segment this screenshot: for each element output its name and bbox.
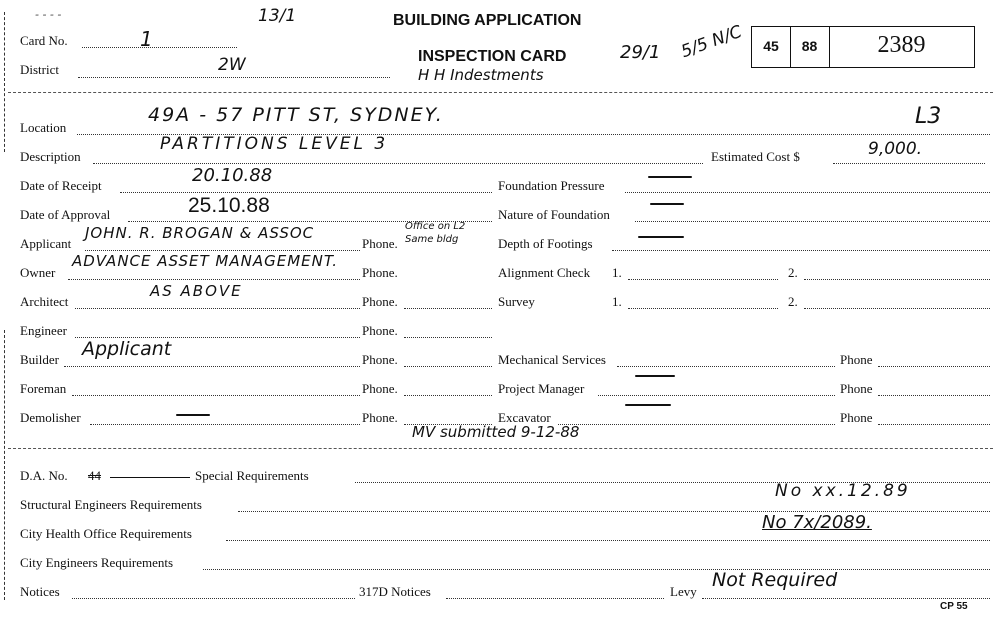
- alignment-two-line: [804, 279, 990, 280]
- foreman-line: [72, 395, 360, 396]
- description-line: [93, 163, 703, 164]
- stamp-note: 29/1: [620, 42, 661, 63]
- depth-footings-dash: [638, 236, 684, 238]
- owner-line: [68, 279, 360, 280]
- description-value: PARTITIONS LEVEL 3: [160, 134, 389, 154]
- location-value: 49A - 57 PITT ST, SYDNEY.: [148, 104, 444, 126]
- engineer-phone-line: [404, 337, 492, 338]
- date-receipt-value: 20.10.88: [192, 165, 273, 186]
- date-approval-value: 25.10.88: [188, 194, 270, 217]
- left-margin-line-lower: [4, 330, 5, 600]
- foreman-phone-line: [404, 395, 492, 396]
- estimated-cost-label: Estimated Cost $: [711, 149, 800, 164]
- da-strike: [110, 477, 190, 478]
- structural-label: Structural Engineers Requirements: [20, 497, 202, 512]
- district-label: District: [20, 62, 59, 77]
- foundation-pressure-line: [625, 192, 990, 193]
- levy-value: Not Required: [712, 569, 838, 591]
- project-manager-dash: [635, 375, 675, 377]
- da-value: 44: [88, 468, 101, 483]
- da-label: D.A. No.: [20, 468, 68, 483]
- mechanical-line: [617, 366, 835, 367]
- foreman-label: Foreman: [20, 381, 67, 396]
- architect-phone-line: [404, 308, 492, 309]
- foundation-pressure-dash: [648, 176, 692, 178]
- special-label: Special Requirements: [195, 468, 309, 483]
- demolisher-line: [90, 424, 360, 425]
- project-manager-label: Project Manager: [498, 381, 585, 396]
- box-number: 2389: [877, 32, 926, 58]
- survey-one-label: 1.: [612, 294, 622, 309]
- district-line: [78, 77, 390, 78]
- owner-note: H H Indestments: [418, 66, 544, 84]
- builder-phone-line: [404, 366, 492, 367]
- notices-317d-label: 317D Notices: [359, 584, 431, 599]
- excavator-phone-line: [878, 424, 990, 425]
- health-label: City Health Office Requirements: [20, 526, 192, 541]
- applicant-line: [85, 250, 360, 251]
- builder-phone-label: Phone.: [362, 352, 398, 367]
- levy-line: [702, 598, 990, 599]
- city-engineers-label: City Engineers Requirements: [20, 555, 174, 570]
- top-note: 13/1: [258, 6, 297, 26]
- project-manager-phone-line: [878, 395, 990, 396]
- architect-phone-label: Phone.: [362, 294, 398, 309]
- description-label: Description: [20, 149, 81, 164]
- date-receipt-line: [120, 192, 492, 193]
- scribble-mark: - - - -: [35, 8, 62, 21]
- city-engineers-line: [203, 569, 990, 570]
- box-code: 88: [801, 38, 818, 54]
- form-code: CP 55: [940, 601, 968, 612]
- nature-foundation-dash: [650, 203, 684, 205]
- builder-value: Applicant: [82, 338, 172, 360]
- builder-label: Builder: [20, 352, 59, 367]
- mechanical-phone-label: Phone: [840, 352, 873, 367]
- estimated-cost-line: [833, 163, 985, 164]
- excavator-label: Excavator: [498, 410, 551, 425]
- left-margin-line: [4, 12, 5, 152]
- alignment-one-line: [628, 279, 778, 280]
- project-manager-phone-label: Phone: [840, 381, 873, 396]
- box-year: 45: [763, 38, 779, 54]
- structural-line: [238, 511, 990, 512]
- demolisher-phone-label: Phone.: [362, 410, 398, 425]
- structural-value: No xx.12.89: [775, 481, 911, 501]
- excavator-phone-label: Phone: [840, 410, 873, 425]
- excavator-dash: [625, 404, 671, 406]
- owner-value: ADVANCE ASSET MANAGEMENT.: [72, 252, 339, 270]
- card-number-box: [751, 26, 975, 68]
- survey-two-label: 2.: [788, 294, 798, 309]
- architect-label: Architect: [20, 294, 69, 309]
- demolisher-dash: [176, 414, 210, 416]
- builder-line: [64, 366, 360, 367]
- header-divider: [8, 92, 993, 93]
- applicant-phone-note: Office on L2 Same bldg: [405, 221, 466, 245]
- architect-line: [75, 308, 360, 309]
- notices-label: Notices: [20, 584, 60, 599]
- applicant-value: JOHN. R. BROGAN & ASSOC: [85, 224, 315, 242]
- nature-foundation-line: [635, 221, 990, 222]
- title-line-1: BUILDING APPLICATION: [393, 12, 582, 29]
- owner-phone-label: Phone.: [362, 265, 398, 280]
- foreman-phone-label: Phone.: [362, 381, 398, 396]
- depth-footings-label: Depth of Footings: [498, 236, 593, 251]
- health-line: [226, 540, 990, 541]
- survey-label: Survey: [498, 294, 535, 309]
- mechanical-phone-line: [878, 366, 990, 367]
- foundation-pressure-label: Foundation Pressure: [498, 178, 605, 193]
- survey-two-line: [804, 308, 990, 309]
- card-no-value: 1: [140, 27, 153, 51]
- health-value: No 7x/2089.: [762, 512, 872, 533]
- date-receipt-label: Date of Receipt: [20, 178, 102, 193]
- alignment-two-label: 2.: [788, 265, 798, 280]
- alignment-check-label: Alignment Check: [498, 265, 591, 280]
- notices-line: [72, 598, 355, 599]
- location-label: Location: [20, 120, 67, 135]
- engineer-label: Engineer: [20, 323, 67, 338]
- applicant-label: Applicant: [20, 236, 72, 251]
- demolisher-label: Demolisher: [20, 410, 81, 425]
- middle-divider: [8, 448, 993, 449]
- survey-one-line: [628, 308, 778, 309]
- district-value: 2W: [218, 55, 246, 75]
- engineer-phone-label: Phone.: [362, 323, 398, 338]
- architect-value: AS ABOVE: [150, 282, 243, 300]
- card-no-line: [82, 47, 237, 48]
- notices-317d-line: [446, 598, 664, 599]
- mechanical-label: Mechanical Services: [498, 352, 606, 367]
- alignment-one-label: 1.: [612, 265, 622, 280]
- date-approval-label: Date of Approval: [20, 207, 111, 222]
- owner-label: Owner: [20, 265, 56, 280]
- location-level: L3: [915, 104, 942, 129]
- mv-note: MV submitted 9-12-88: [412, 423, 580, 441]
- nature-foundation-label: Nature of Foundation: [498, 207, 610, 222]
- depth-footings-line: [612, 250, 990, 251]
- excavator-line: [558, 424, 835, 425]
- title-line-2: INSPECTION CARD: [418, 48, 567, 65]
- applicant-phone-label: Phone.: [362, 236, 398, 251]
- project-manager-line: [598, 395, 835, 396]
- estimated-cost-value: 9,000.: [868, 139, 923, 159]
- levy-label: Levy: [670, 584, 697, 599]
- nc-note: 5/5 N/C: [678, 21, 745, 63]
- card-no-label: Card No.: [20, 33, 68, 48]
